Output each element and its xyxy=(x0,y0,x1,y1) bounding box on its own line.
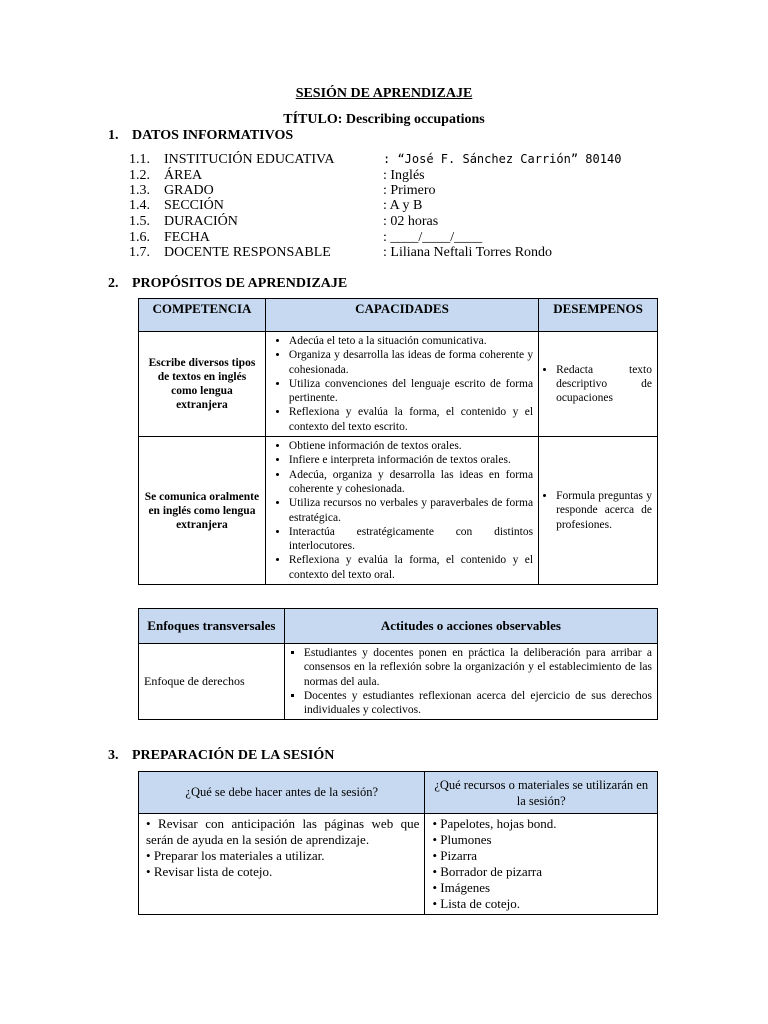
table-header-row xyxy=(139,772,658,814)
list-item: • Papelotes, hojas bond. xyxy=(432,816,652,832)
section-title: PREPARACIÓN DE LA SESIÓN xyxy=(132,748,335,763)
info-number: 1.2. xyxy=(129,168,150,183)
info-label: INSTITUCIÓN EDUCATIVA xyxy=(164,152,335,167)
list-item: • Reflexiona y evalúa la forma, el contenido y el contexto del texto escrito. xyxy=(289,405,533,434)
table-row xyxy=(139,332,658,437)
table-header-row xyxy=(139,609,658,644)
list-item: • Organiza y desarrolla las ideas de forma coherente y cohesionada. xyxy=(289,348,533,377)
info-value: : ____/____/____ xyxy=(383,230,483,245)
info-number: 1.1. xyxy=(129,152,150,167)
info-label: DURACIÓN xyxy=(164,214,238,229)
section-1-heading xyxy=(108,128,293,144)
list-item: • Formula preguntas y responde acerca de profesiones. xyxy=(556,489,652,532)
header-capacidades: CAPACIDADES xyxy=(265,299,538,332)
acciones-cell xyxy=(284,644,657,720)
section-number: 2. xyxy=(108,276,119,291)
info-value: : A y B xyxy=(383,198,423,213)
competencia-cell: Escribe diversos tipos de textos en inglés como lengua extranjera xyxy=(139,332,266,437)
info-value: : 02 horas xyxy=(383,214,439,229)
header-recursos: ¿Qué recursos o materiales se utilizarán en la sesión? xyxy=(425,772,658,814)
header-competencia: COMPETENCIA xyxy=(139,299,266,332)
list-item: • Revisar lista de cotejo. xyxy=(146,864,419,880)
capacidades-cell xyxy=(265,437,538,585)
table-row xyxy=(139,644,658,720)
section-2-heading xyxy=(108,276,347,292)
list-item: • Borrador de pizarra xyxy=(432,864,652,880)
table-row xyxy=(139,437,658,585)
list-item: • Imágenes xyxy=(432,880,652,896)
desempeno-cell xyxy=(539,437,658,585)
list-item: • Redacta texto descriptivo de ocupaciones xyxy=(556,363,652,406)
antes-cell xyxy=(139,814,425,915)
info-value: : “José F. Sánchez Carrión” 80140 xyxy=(383,152,622,166)
info-number: 1.5. xyxy=(129,214,150,229)
enfoque-cell: Enfoque de derechos xyxy=(139,644,285,720)
recursos-cell xyxy=(425,814,658,915)
list-item: • Revisar con anticipación las páginas web que serán de ayuda en la sesión de aprendizaje. xyxy=(146,816,419,848)
capacidades-cell xyxy=(265,332,538,437)
list-item: • Obtiene información de textos orales. xyxy=(289,439,533,453)
list-item: • Utiliza convenciones del lenguaje escrito de forma pertinente. xyxy=(289,377,533,406)
table-row xyxy=(139,814,658,915)
info-value: : Primero xyxy=(383,183,436,198)
info-number: 1.3. xyxy=(129,183,150,198)
info-label: GRADO xyxy=(164,183,214,198)
section-3-heading xyxy=(108,748,334,764)
header-actitudes: Actitudes o acciones observables xyxy=(284,609,657,644)
info-label: ÁREA xyxy=(164,168,203,183)
list-item: ▪ Estudiantes y docentes ponen en práctica la deliberación para arribar a consensos en la reflexión sobre la organización y el establecimiento de las normas del aula. xyxy=(304,646,652,689)
info-label: FECHA xyxy=(164,230,210,245)
list-item: • Pizarra xyxy=(432,848,652,864)
info-number: 1.4. xyxy=(129,198,150,213)
info-label: SECCIÓN xyxy=(164,198,224,213)
info-number: 1.7. xyxy=(129,245,150,260)
list-item: • Adecúa el teto a la situación comunicativa. xyxy=(289,334,533,348)
list-item: • Preparar los materiales a utilizar. xyxy=(146,848,419,864)
info-number: 1.6. xyxy=(129,230,150,245)
section-number: 3. xyxy=(108,748,119,763)
cross-cutting-approaches-table xyxy=(138,608,658,720)
list-item: • Reflexiona y evalúa la forma, el contenido y el contexto del texto oral. xyxy=(289,553,533,582)
header-enfoques: Enfoques transversales xyxy=(139,609,285,644)
session-title: TÍTULO: Describing occupations xyxy=(283,112,485,127)
list-item: • Plumones xyxy=(432,832,652,848)
list-item: • Infiere e interpreta información de textos orales. xyxy=(289,453,533,467)
desempeno-cell xyxy=(539,332,658,437)
section-number: 1. xyxy=(108,128,119,143)
header-antes: ¿Qué se debe hacer antes de la sesión? xyxy=(139,772,425,814)
table-header-row xyxy=(139,299,658,332)
info-value: : Inglés xyxy=(383,168,425,183)
section-title: PROPÓSITOS DE APRENDIZAJE xyxy=(132,276,348,291)
learning-purposes-table xyxy=(138,298,658,585)
section-title: DATOS INFORMATIVOS xyxy=(132,128,294,143)
list-item: ▪ Docentes y estudiantes reflexionan acerca del ejercicio de sus derechos individuales y colectivos. xyxy=(304,689,652,718)
competencia-cell: Se comunica oralmente en inglés como lengua extranjera xyxy=(139,437,266,585)
list-item: • Adecúa, organiza y desarrolla las ideas en forma coherente y cohesionada. xyxy=(289,468,533,497)
header-desempenos: DESEMPENOS xyxy=(539,299,658,332)
document-title: SESIÓN DE APRENDIZAJE xyxy=(295,86,473,101)
list-item: • Lista de cotejo. xyxy=(432,896,652,912)
session-preparation-table xyxy=(138,771,658,915)
list-item: • Utiliza recursos no verbales y paraverbales de forma estratégica. xyxy=(289,496,533,525)
info-label: DOCENTE RESPONSABLE xyxy=(164,245,331,260)
info-value: : Liliana Neftali Torres Rondo xyxy=(383,245,553,260)
list-item: • Interactúa estratégicamente con distintos interlocutores. xyxy=(289,525,533,554)
